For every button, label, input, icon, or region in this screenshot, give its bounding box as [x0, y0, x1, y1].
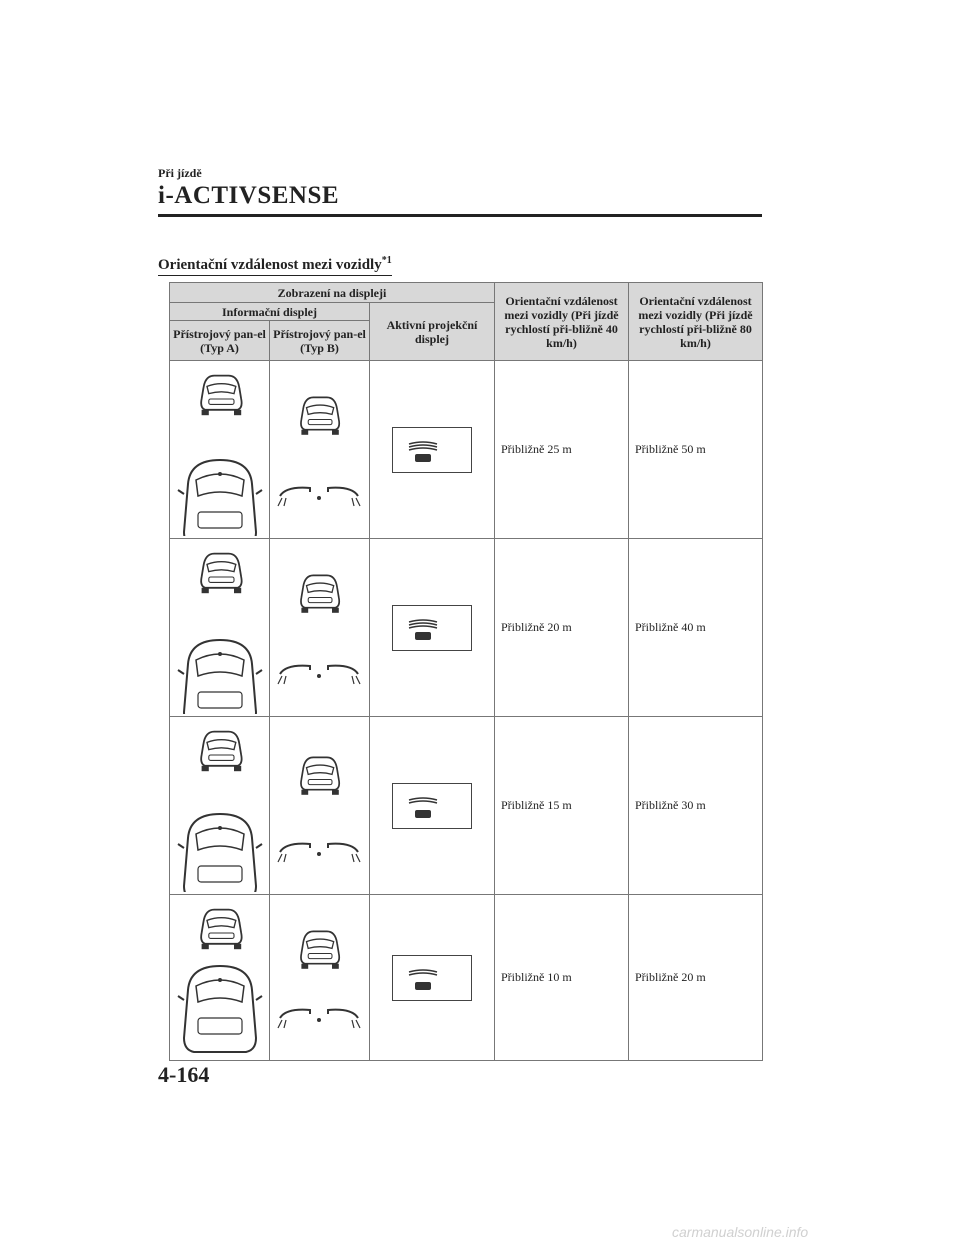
hud-graphic [370, 361, 495, 539]
header-display: Zobrazení na displeji [170, 283, 495, 303]
car-distance-a-icon [172, 364, 268, 536]
dist-40-cell: Přibližně 25 m [495, 361, 629, 539]
hud-graphic [370, 539, 495, 717]
hud-screen [392, 783, 472, 829]
section-label: Při jízdě [158, 166, 202, 180]
dist-40-cell: Přibližně 15 m [495, 717, 629, 895]
watermark: carmanualsonline.info [672, 1224, 809, 1240]
car-distance-a-icon [172, 898, 268, 1058]
dist-80-cell: Přibližně 20 m [629, 895, 763, 1061]
car-distance-b-icon [272, 720, 368, 892]
hud-distance-icon [393, 784, 471, 828]
hud-screen [392, 427, 472, 473]
dist-40-cell: Přibližně 20 m [495, 539, 629, 717]
table-title [158, 255, 392, 276]
page-number: 4-164 [158, 1062, 210, 1087]
panel-b-graphic [270, 361, 370, 539]
table-row [170, 717, 763, 895]
hud-graphic [370, 895, 495, 1061]
table-title-footnote: *1 [381, 255, 392, 266]
car-distance-b-icon [272, 542, 368, 714]
dist-80-cell: Přibližně 30 m [629, 717, 763, 895]
panel-b-graphic [270, 717, 370, 895]
header-dist-40: Orientační vzdálenost mezi vozidly (Při jízdě rychlostí při-bližně 40 km/h) [495, 283, 629, 361]
table-title-text: Orientační vzdálenost mezi vozidly [158, 257, 382, 273]
hud-screen [392, 955, 472, 1001]
panel-b-graphic [270, 539, 370, 717]
panel-a-graphic [170, 361, 270, 539]
panel-b-graphic [270, 895, 370, 1061]
header-panel-b: Přístrojový pan-el (Typ B) [270, 321, 370, 361]
distance-table [169, 282, 763, 1061]
table-row [170, 361, 763, 539]
hud-distance-icon [393, 428, 471, 472]
table-row [170, 895, 763, 1061]
chapter-title: i-ACTIVSENSE [158, 182, 340, 209]
dist-80-cell: Přibližně 50 m [629, 361, 763, 539]
car-distance-a-icon [172, 720, 268, 892]
panel-a-graphic [170, 895, 270, 1061]
header-hud: Aktivní projekční displej [370, 303, 495, 361]
hud-graphic [370, 717, 495, 895]
hud-screen [392, 605, 472, 651]
dist-40-cell: Přibližně 10 m [495, 895, 629, 1061]
panel-a-graphic [170, 717, 270, 895]
header-info-display: Informační displej [170, 303, 370, 321]
panel-a-graphic [170, 539, 270, 717]
hud-distance-icon [393, 606, 471, 650]
car-distance-b-icon [272, 364, 368, 536]
header-dist-80: Orientační vzdálenost mezi vozidly (Při jízdě rychlostí při-bližně 80 km/h) [629, 283, 763, 361]
header-panel-a: Přístrojový pan-el (Typ A) [170, 321, 270, 361]
header-rule [158, 214, 762, 217]
table-row [170, 539, 763, 717]
dist-80-cell: Přibližně 40 m [629, 539, 763, 717]
car-distance-a-icon [172, 542, 268, 714]
hud-distance-icon [393, 956, 471, 1000]
car-distance-b-icon [272, 898, 368, 1058]
